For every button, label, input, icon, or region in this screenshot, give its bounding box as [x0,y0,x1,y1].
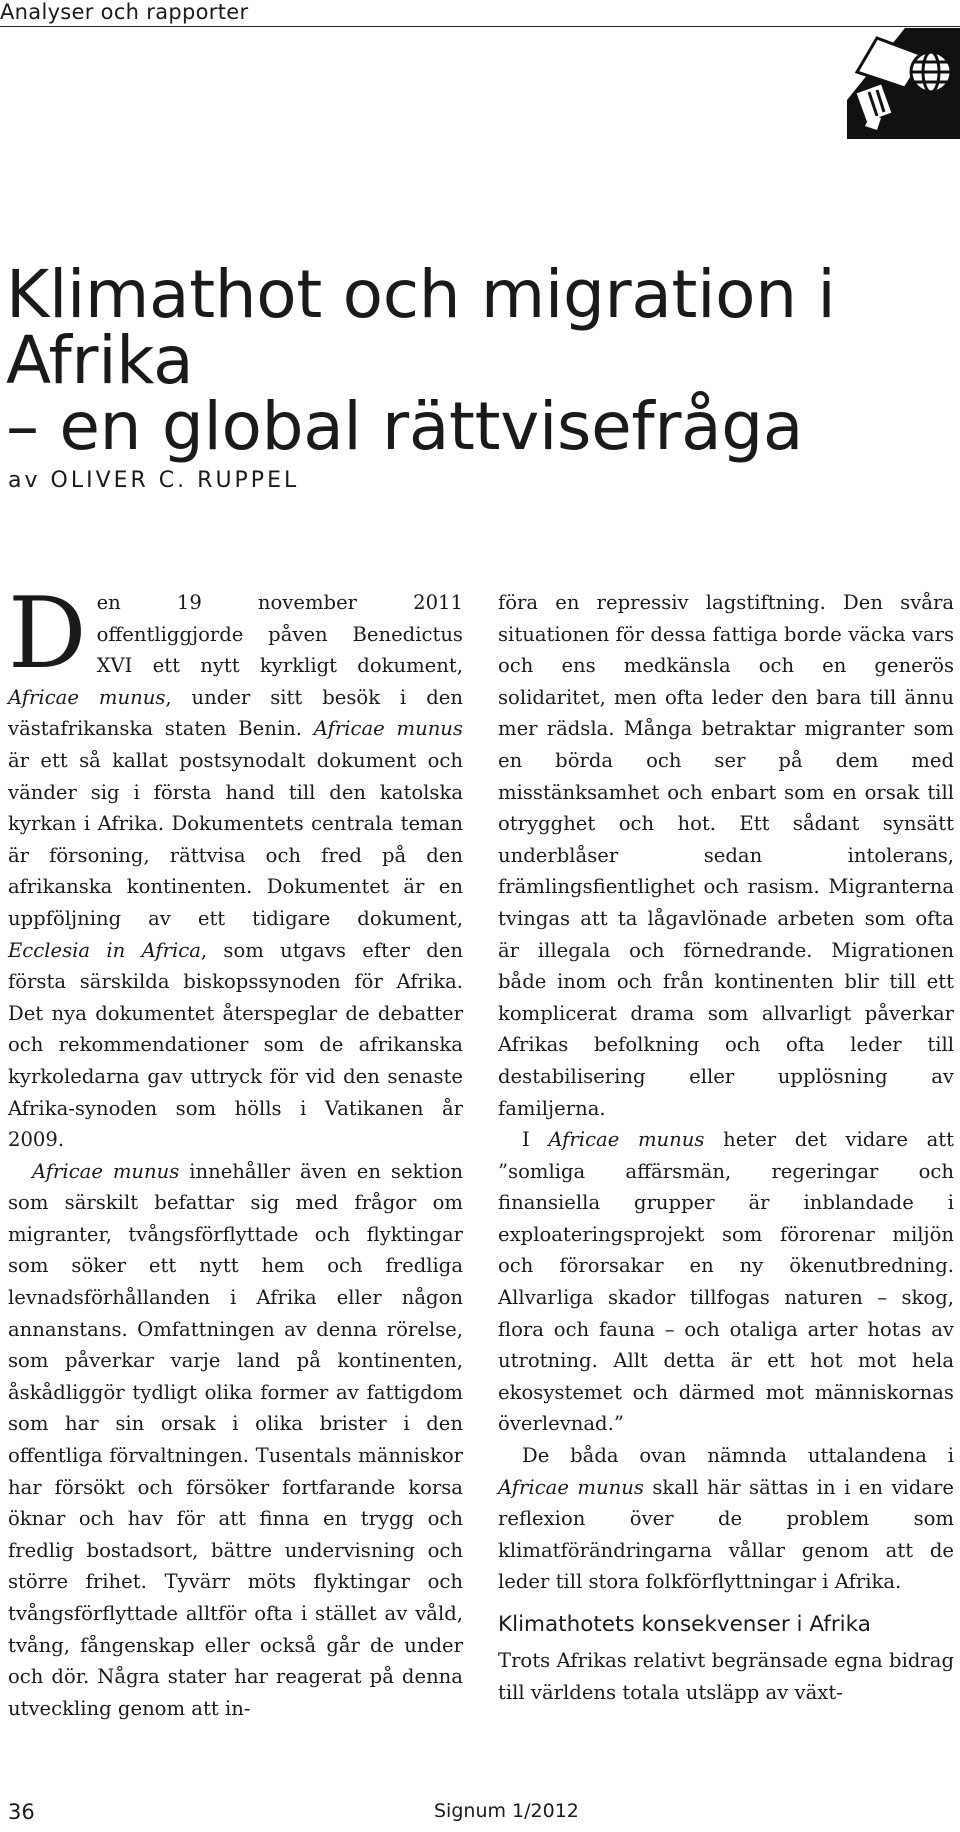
byline-author: OLIVER C. RUPPEL [50,468,300,493]
text-run: innehåller även en sektion som särskilt befattar sig med frågor om migranter, tvångsförflyttade och flyktingar som söker ett nytt hem och fredliga levnadsförhållanden i Afrika eller någon annanstans. Omfattningen av denna rörelse, som påverkar varje land på kontinenten, åskådliggör tydligt olika former av fattigdom som har sin orsak i olika brister i den offentliga förvaltningen. Tusentals människor har försökt och försöker fortfarande korsa öknar och hav för att finna en trygg och fredlig bostadsort, bättre undervisning och större frihet. Tyvärr möts flyktingar och tvångsförflyttade alltför ofta i stället av våld, tvång, fångenskap eller också går de under och dör. Några stater har reagerat på denna utveckling genom att in- [8,1159,463,1720]
paragraph: föra en repressiv lagstiftning. Den svåra situationen för dessa fattiga borde väcka vars och ens medkänsla och en generös solidaritet, men ofta leder den bara till ännu mer rädsla. Många betraktar migranter som en börda och ser på dem med misstänksamhet och enbart som en orsak till otrygghet och hot. Ett sådant synsätt underblåser sedan intolerans, främlingsfientlighet och rasism. Migranterna tvingas att ta lågavlönade arbeten som ofta är illegala och förnedrande. Migrationen både inom och från kontinenten blir till ett komplicerat drama som allvarligt påverkar Afrikas befolkning och ofta leder till destabilisering eller upplösning av familjerna. [498,591,954,1120]
italic-title: Africae munus [8,685,166,709]
left-column [8,577,463,1724]
page-footer [0,1800,960,1830]
text-run: , under sitt besök i den västafrikanska staten Benin. [8,685,463,741]
byline [8,468,299,493]
journal-logo-icon [847,28,960,139]
section-subheading: Klimathotets konsekvenser i Afrika [498,1612,871,1637]
text-run: är ett så kallat postsynodalt dokument och vänder sig i första hand till den katolska kyrkan i Afrika. Dokumentets centrala teman är försoning, rättvisa och fred på den afrikanska kontinenten. Dokumentet är en uppföljning av ett tidigare dokument, [8,748,463,930]
paragraph [498,1124,954,1440]
title-line-2: – en global rättvisefråga [6,388,804,465]
italic-title: Africae munus [548,1128,705,1152]
drop-cap: D [8,577,87,691]
italic-title: Africae munus [498,1475,644,1499]
text-run: De båda ovan nämnda uttalandena i [522,1444,954,1468]
text-run: I [522,1128,549,1152]
byline-prefix: av [8,468,41,493]
journal-issue: Signum 1/2012 [434,1800,579,1822]
section-header [0,0,960,27]
text-run: en 19 november 2011 offentliggjorde påven Benedictus XVI ett nytt kyrkligt dokument, [96,591,463,678]
page-number: 36 [8,1800,35,1824]
text-run: , som utgavs efter den första särskilda biskopssynoden för Afrika. Det nya dokumentet återspeglar de debatter och rekommendationer som de afrikanska kyrkoledarna gav uttryck för vid den senaste Afrika-synoden som hölls i Vatikanen år 2009. [8,938,463,1152]
text-run: skall här sättas in i en vidare reflexion över de problem som klimatförändringarna vållar genom att de leder till stora folkförflyttningar i Afrika. [498,1475,954,1594]
italic-title: Ecclesia in Africa [8,938,201,962]
paragraph [8,1156,463,1725]
italic-title: Africae munus [32,1159,180,1183]
paragraph [8,577,463,1156]
article-title [6,256,956,465]
right-column [498,587,954,1708]
title-line-1: Klimathot och migration i Afrika [6,256,836,399]
section-title: Analyser och rapporter [0,0,249,24]
text-run: heter det vidare att ”somliga affärsmän, regeringar och finansiella grupper är inblandade i exploateringsprojekt som förorenar miljön och förorsakar en ny ökenutbredning. Allvarliga skador tillfogas naturen – skog, flora och fauna – och otaliga arter hotas av utrotning. Allt detta är ett hot mot hela ekosystemet och därmed mot människornas överlevnad.” [498,1128,954,1436]
paragraph [498,1440,954,1598]
italic-title: Africae munus [313,717,463,741]
paragraph: Trots Afrikas relativt begränsade egna bidrag till världens totala utsläpp av växt- [498,1649,954,1704]
